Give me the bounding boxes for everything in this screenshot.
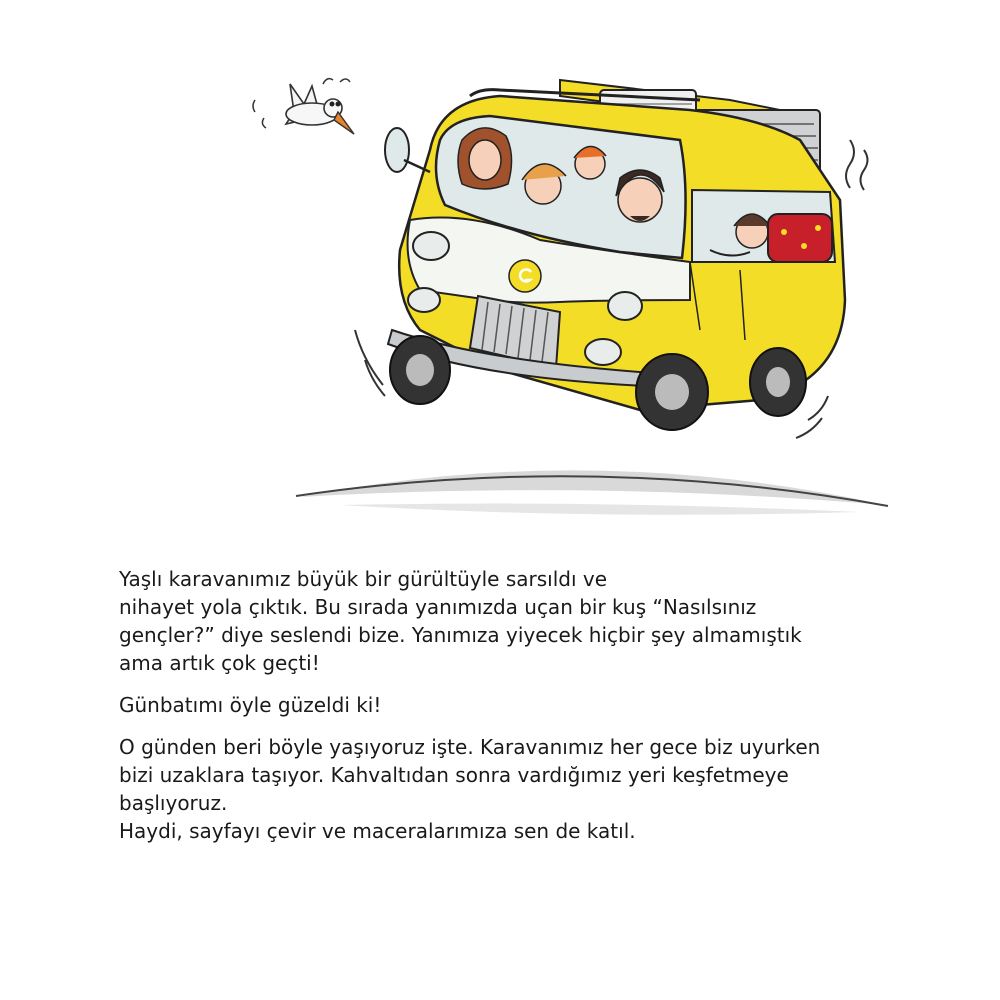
story-paragraph-2: [119, 691, 919, 719]
text-line: Yaşlı karavanımız büyük bir gürültüyle sarsıldı ve: [119, 567, 608, 591]
ground-shadow: [296, 470, 888, 514]
text-line: Günbatımı öyle güzeldi ki!: [119, 693, 382, 717]
text-line: ama artık çok geçti!: [119, 651, 320, 675]
text-line: Haydi, sayfayı çevir ve maceralarımıza sen de katıl.: [119, 819, 636, 843]
luggage-icon: [768, 214, 832, 262]
story-paragraph-3: [119, 733, 919, 845]
text-line: gençler?” diye seslendi bize. Yanımıza yiyecek hiçbir şey almamıştık: [119, 623, 802, 647]
text-line: bizi uzaklara taşıyor. Kahvaltıdan sonra vardığımız yeri keşfetmeye: [119, 763, 789, 787]
story-paragraph-1: [119, 565, 919, 677]
text-line: başlıyoruz.: [119, 791, 228, 815]
text-line: nihayet yola çıktık. Bu sırada yanımızda uçan bir kuş “Nasılsınız: [119, 595, 757, 619]
bird-icon: [253, 79, 354, 134]
story-text: [119, 565, 919, 859]
text-line: O günden beri böyle yaşıyoruz işte. Karavanımız her gece biz uyurken: [119, 735, 821, 759]
camper-van-icon: [385, 80, 845, 430]
